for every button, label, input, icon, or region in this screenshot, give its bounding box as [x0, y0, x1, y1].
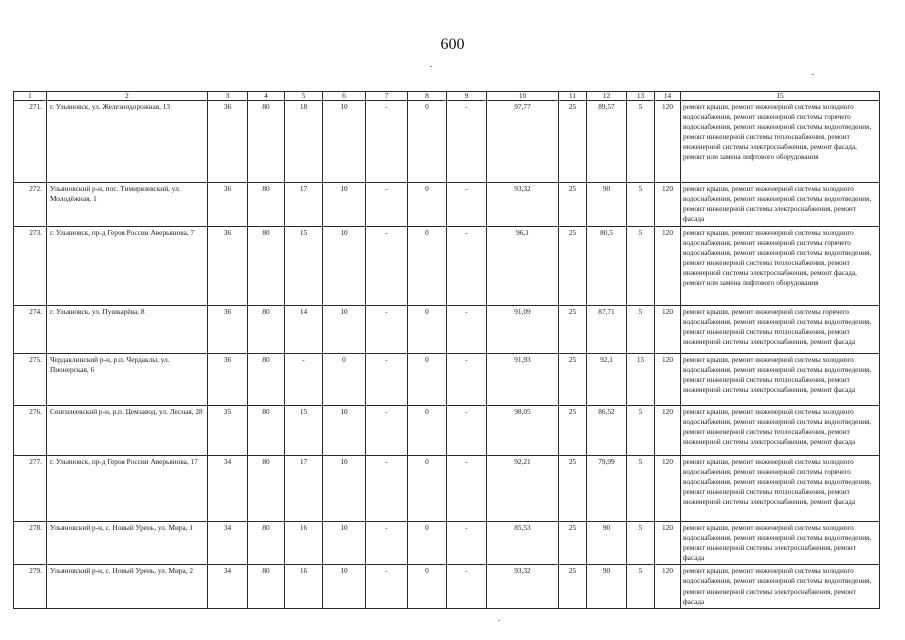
value-cell: 5 — [627, 522, 655, 565]
page-number: 600 — [440, 36, 465, 53]
table-row — [14, 183, 880, 227]
value-cell: - — [447, 354, 487, 406]
value-cell: 96,1 — [487, 227, 559, 306]
table-row — [14, 101, 880, 183]
value-cell: 15 — [285, 406, 323, 456]
value-cell: 79,99 — [587, 456, 627, 522]
value-cell: 0 — [408, 227, 447, 306]
value-cell: 25 — [559, 565, 587, 608]
value-cell: 93,32 — [487, 183, 559, 227]
column-number-row — [14, 92, 880, 101]
value-cell: 5 — [627, 456, 655, 522]
works-table — [13, 91, 880, 609]
table-row — [14, 354, 880, 406]
value-cell: 25 — [559, 227, 587, 306]
row-number: 272. — [14, 183, 47, 227]
value-cell: - — [447, 406, 487, 456]
column-number: 11 — [559, 92, 587, 101]
value-cell: 120 — [655, 101, 681, 183]
value-cell: 80 — [248, 565, 285, 608]
value-cell: 0 — [408, 456, 447, 522]
table-row — [14, 227, 880, 306]
value-cell: 15 — [285, 227, 323, 306]
column-number: 8 — [408, 92, 447, 101]
value-cell: 80 — [248, 354, 285, 406]
value-cell: 14 — [285, 306, 323, 354]
table-body — [14, 101, 880, 609]
value-cell: 25 — [559, 522, 587, 565]
table-row — [14, 406, 880, 456]
row-number: 278. — [14, 522, 47, 565]
value-cell: 36 — [208, 183, 248, 227]
value-cell: 0 — [408, 306, 447, 354]
table-row — [14, 306, 880, 354]
works-cell: ремонт крыши, ремонт инженерной системы холодного водоснабжения, ремонт инженерной системы водоотведения, ремонт инженерной системы электроснабжения, ремонт фасада — [681, 183, 880, 227]
value-cell: 93,32 — [487, 565, 559, 608]
value-cell: - — [285, 354, 323, 406]
value-cell: 10 — [323, 456, 366, 522]
table-row — [14, 456, 880, 522]
value-cell: - — [366, 354, 408, 406]
row-number: 273. — [14, 227, 47, 306]
table-row — [14, 522, 880, 565]
column-number: 10 — [487, 92, 559, 101]
value-cell: 5 — [627, 227, 655, 306]
address-cell: Ульяновский р-н, пос. Тимирязевский, ул. Молодёжная, 1 — [47, 183, 208, 227]
column-number: 3 — [208, 92, 248, 101]
value-cell: 97,77 — [487, 101, 559, 183]
value-cell: 0 — [408, 101, 447, 183]
value-cell: 25 — [559, 101, 587, 183]
column-number: 7 — [366, 92, 408, 101]
value-cell: - — [366, 406, 408, 456]
row-number: 274. — [14, 306, 47, 354]
value-cell: 10 — [323, 306, 366, 354]
value-cell: 34 — [208, 456, 248, 522]
value-cell: 120 — [655, 306, 681, 354]
address-cell: Ульяновский р-н, с. Новый Урень, ул. Мира, 1 — [47, 522, 208, 565]
works-cell: ремонт крыши, ремонт инженерной системы холодного водоснабжения, ремонт инженерной системы горячего водоснабжения, ремонт инженерной системы водоотведения, ремонт инженерной системы теплоснабжения, ремонт инженерной системы электроснабжения, ремонт фасада, ремонт или замена лифтового оборудования — [681, 227, 880, 306]
column-number: 14 — [655, 92, 681, 101]
value-cell: 87,71 — [587, 306, 627, 354]
value-cell: 91,93 — [487, 354, 559, 406]
value-cell: 120 — [655, 406, 681, 456]
works-cell: ремонт крыши, ремонт инженерной системы холодного водоснабжения, ремонт инженерной системы горячего водоснабжения, ремонт инженерной системы водоотведения, ремонт инженерной системы теплоснабжения, ремонт инженерной системы электроснабжения, ремонт фасада — [681, 456, 880, 522]
value-cell: 120 — [655, 183, 681, 227]
value-cell: 80 — [248, 406, 285, 456]
value-cell: 10 — [323, 183, 366, 227]
value-cell: 25 — [559, 306, 587, 354]
value-cell: 25 — [559, 456, 587, 522]
value-cell: 80,5 — [587, 227, 627, 306]
address-cell: г. Ульяновск, пр-д Героя России Аверьянова, 7 — [47, 227, 208, 306]
works-cell: ремонт крыши, ремонт инженерной системы холодного водоснабжения, ремонт инженерной системы водоотведения, ремонт инженерной системы теплоснабжения, ремонт инженерной системы электроснабжения, ремонт фасада — [681, 354, 880, 406]
value-cell: - — [447, 456, 487, 522]
address-cell: г. Ульяновск, ул. Железнодорожная, 13 — [47, 101, 208, 183]
value-cell: 15 — [627, 354, 655, 406]
value-cell: 5 — [627, 406, 655, 456]
address-cell: г. Ульяновск, пр-д Героя России Аверьянова, 17 — [47, 456, 208, 522]
value-cell: 16 — [285, 565, 323, 608]
table-row — [14, 565, 880, 608]
value-cell: 92,21 — [487, 456, 559, 522]
value-cell: 5 — [627, 306, 655, 354]
value-cell: 91,09 — [487, 306, 559, 354]
value-cell: 10 — [323, 522, 366, 565]
value-cell: - — [366, 183, 408, 227]
value-cell: - — [366, 101, 408, 183]
value-cell: 0 — [408, 354, 447, 406]
value-cell: 36 — [208, 354, 248, 406]
value-cell: 80 — [248, 522, 285, 565]
value-cell: 17 — [285, 456, 323, 522]
value-cell: 120 — [655, 354, 681, 406]
value-cell: 120 — [655, 456, 681, 522]
value-cell: 120 — [655, 522, 681, 565]
value-cell: - — [366, 306, 408, 354]
value-cell: - — [366, 565, 408, 608]
value-cell: 0 — [408, 183, 447, 227]
value-cell: 80 — [248, 227, 285, 306]
value-cell: 86,52 — [587, 406, 627, 456]
value-cell: - — [447, 101, 487, 183]
value-cell: 92,1 — [587, 354, 627, 406]
value-cell: 120 — [655, 565, 681, 608]
column-number: 2 — [47, 92, 208, 101]
value-cell: 90 — [587, 565, 627, 608]
value-cell: 34 — [208, 565, 248, 608]
row-number: 271. — [14, 101, 47, 183]
works-cell: ремонт крыши, ремонт инженерной системы холодного водоснабжения, ремонт инженерной системы водоотведения, ремонт инженерной системы электроснабжения, ремонт фасада — [681, 565, 880, 608]
row-number: 277. — [14, 456, 47, 522]
value-cell: 10 — [323, 565, 366, 608]
column-number: 6 — [323, 92, 366, 101]
value-cell: 17 — [285, 183, 323, 227]
works-cell: ремонт крыши, ремонт инженерной системы холодного водоснабжения, ремонт инженерной системы водоотведения, ремонт инженерной системы теплоснабжения, ремонт инженерной системы электроснабжения, ремонт фасада — [681, 406, 880, 456]
address-cell: Ульяновский р-н, с. Новый Урень, ул. Мира, 2 — [47, 565, 208, 608]
column-number: 15 — [681, 92, 880, 101]
value-cell: 0 — [408, 406, 447, 456]
value-cell: - — [366, 456, 408, 522]
value-cell: 5 — [627, 565, 655, 608]
works-cell: ремонт крыши, ремонт инженерной системы холодного водоснабжения, ремонт инженерной системы горячего водоснабжения, ремонт инженерной системы водоотведения, ремонт инженерной системы теплоснабжения, ремонт инженерной системы электроснабжения, ремонт фасада, ремонт или замена лифтового оборудования — [681, 101, 880, 183]
value-cell: 36 — [208, 306, 248, 354]
value-cell: - — [447, 565, 487, 608]
value-cell: 80 — [248, 306, 285, 354]
value-cell: 0 — [408, 565, 447, 608]
value-cell: 80 — [248, 101, 285, 183]
column-number: 9 — [447, 92, 487, 101]
value-cell: 90 — [587, 183, 627, 227]
column-number: 4 — [248, 92, 285, 101]
value-cell: 25 — [559, 183, 587, 227]
value-cell: 18 — [285, 101, 323, 183]
value-cell: 85,53 — [487, 522, 559, 565]
row-number: 279. — [14, 565, 47, 608]
value-cell: - — [366, 522, 408, 565]
value-cell: 25 — [559, 406, 587, 456]
value-cell: - — [447, 306, 487, 354]
row-number: 276. — [14, 406, 47, 456]
value-cell: 34 — [208, 522, 248, 565]
address-cell: г. Ульяновск, ул. Пушкарёва, 8 — [47, 306, 208, 354]
value-cell: 80 — [248, 183, 285, 227]
value-cell: 36 — [208, 227, 248, 306]
address-cell: Чердаклинский р-н, р.п. Чердаклы, ул. Пионерская, 6 — [47, 354, 208, 406]
value-cell: 10 — [323, 101, 366, 183]
column-number: 1 — [14, 92, 47, 101]
value-cell: 0 — [408, 522, 447, 565]
value-cell: - — [447, 227, 487, 306]
value-cell: - — [366, 227, 408, 306]
address-cell: Сенгилеевский р-н, р.п. Цемзавод, ул. Лесная, 28 — [47, 406, 208, 456]
value-cell: 36 — [208, 101, 248, 183]
value-cell: 98,05 — [487, 406, 559, 456]
value-cell: 35 — [208, 406, 248, 456]
column-number: 13 — [627, 92, 655, 101]
value-cell: 89,57 — [587, 101, 627, 183]
value-cell: 5 — [627, 183, 655, 227]
value-cell: 120 — [655, 227, 681, 306]
value-cell: 16 — [285, 522, 323, 565]
value-cell: - — [447, 183, 487, 227]
value-cell: 10 — [323, 227, 366, 306]
value-cell: 10 — [323, 406, 366, 456]
value-cell: 0 — [323, 354, 366, 406]
column-number: 5 — [285, 92, 323, 101]
value-cell: 90 — [587, 522, 627, 565]
value-cell: 80 — [248, 456, 285, 522]
column-number: 12 — [587, 92, 627, 101]
works-cell: ремонт крыши, ремонт инженерной системы холодного водоснабжения, ремонт инженерной системы водоотведения, ремонт инженерной системы электроснабжения, ремонт фасада — [681, 522, 880, 565]
row-number: 275. — [14, 354, 47, 406]
works-cell: ремонт крыши, ремонт инженерной системы горячего водоснабжения, ремонт инженерной системы водоотведения, ремонт инженерной системы теплоснабжения, ремонт инженерной системы электроснабжения, ремонт фасада — [681, 306, 880, 354]
value-cell: 5 — [627, 101, 655, 183]
value-cell: 25 — [559, 354, 587, 406]
value-cell: - — [447, 522, 487, 565]
